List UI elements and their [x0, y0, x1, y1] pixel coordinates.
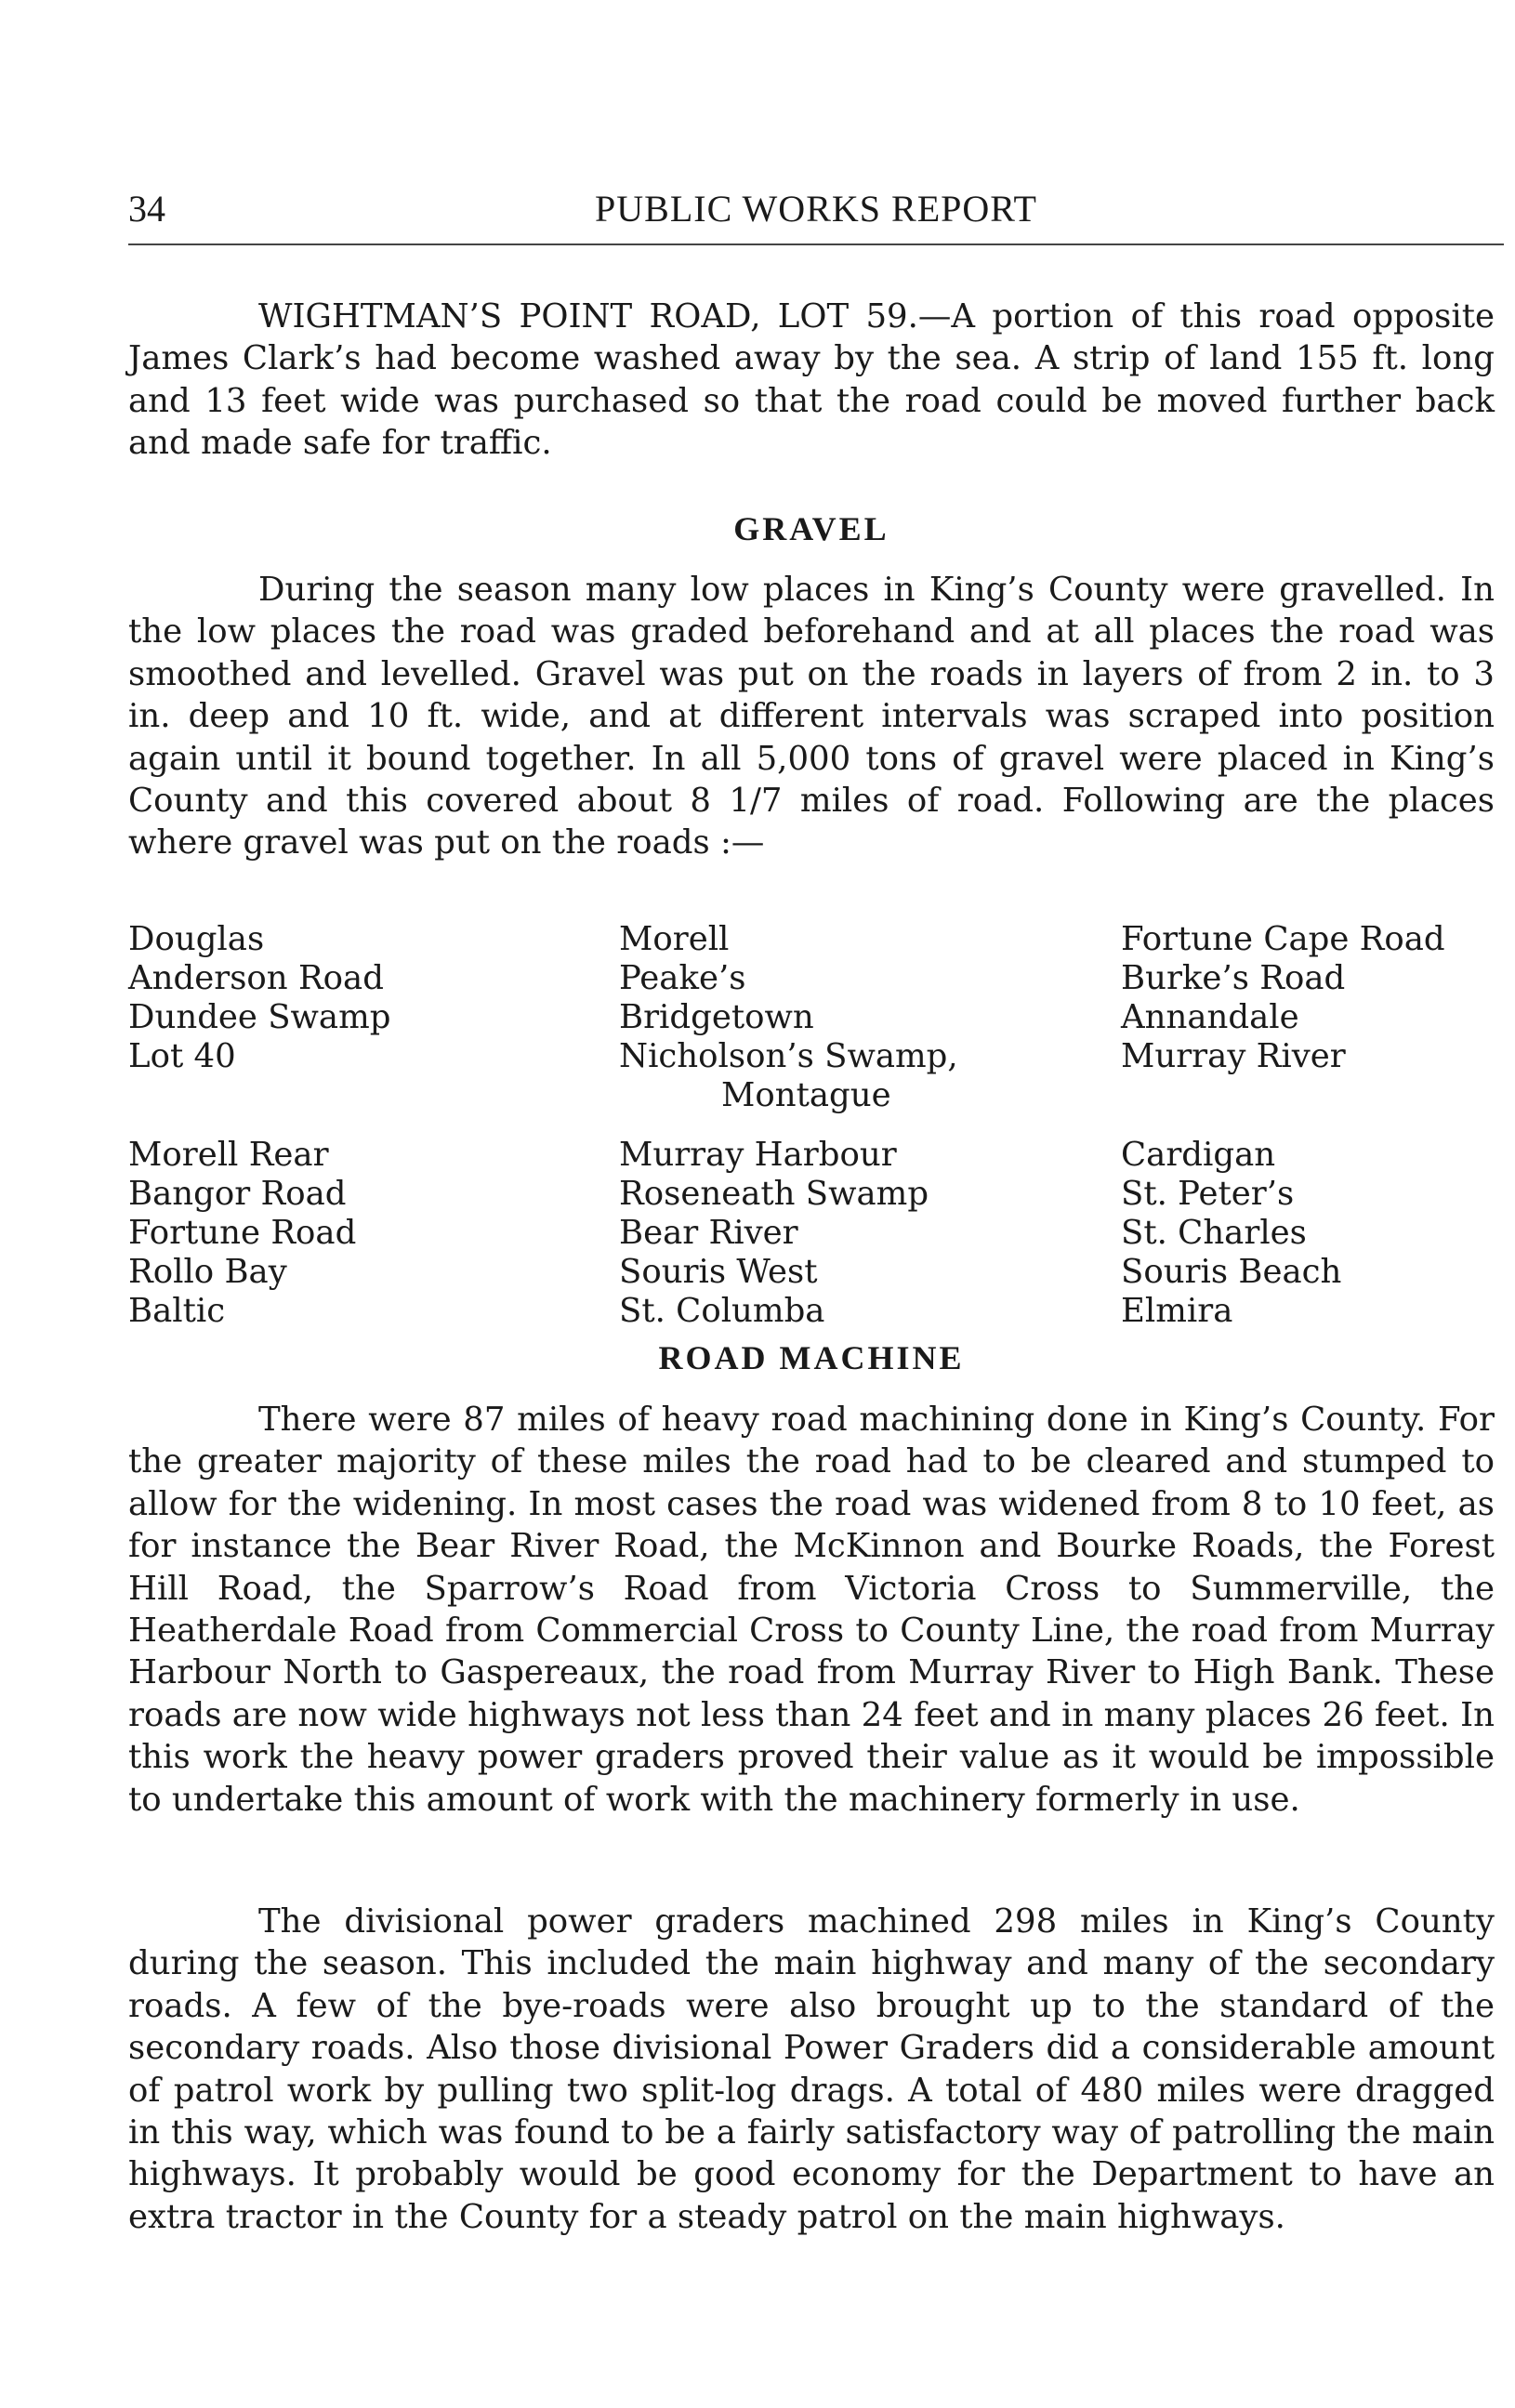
place-item: Rollo Bay: [128, 1253, 287, 1291]
places-column-3: [1121, 920, 1515, 1331]
place-item: Peake’s: [619, 959, 746, 997]
place-item: Bangor Road: [128, 1175, 347, 1213]
place-item: Cardigan: [1121, 1136, 1276, 1174]
place-item: Elmira: [1121, 1292, 1233, 1330]
gravel-paragraph: During the season many low places in King’s County were gravelled. In the low places the road was graded beforehand and at all places the road was smoothed and levelled. Gravel was put on the roads in layers of from 2 in. to 3 in. deep and 10 ft. wide, and at different intervals was scraped into position again until it bound together. In all 5,000 tons of gravel were placed in King’s County and this covered about 8 1/7 miles of road. Following are the places where gravel was put on the roads :—: [128, 571, 1495, 862]
place-item: Anderson Road: [128, 959, 384, 997]
place-item: Nicholson’s Swamp,: [619, 1037, 958, 1075]
road-machine-paragraph-1: There were 87 miles of heavy road machining done in King’s County. For the greater majority of these miles the road had to be cleared and stumped to allow for the widening. In most cases the road was widened from 8 to 10 feet, as for instance the Bear River Road, the McKinnon and Bourke Roads, the Forest Hill Road, the Sparrow’s Road from Victoria Cross to Summerville, the Heatherdale Road from Commercial Cross to County Line, the road from Murray Harbour North to Gaspereaux, the road from Murray River to High Bank. These roads are now wide highways not less than 24 feet and in many places 26 feet. In this work the heavy power graders proved their value as it would be impossible to undertake this amount of work with the machinery formerly in use.: [128, 1401, 1495, 1819]
places-column-2: [619, 920, 1102, 1331]
place-item: Roseneath Swamp: [619, 1175, 929, 1213]
gravel-places-list: [128, 920, 1504, 1330]
place-item: Burke’s Road: [1121, 959, 1346, 997]
place-item: Souris West: [619, 1253, 818, 1291]
place-item: St. Columba: [619, 1292, 825, 1330]
places-column-1: [128, 920, 612, 1331]
page-number: 34: [128, 188, 165, 230]
place-item: Fortune Road: [128, 1214, 357, 1252]
wightmans-point-paragraph: WIGHTMAN’S POINT ROAD, LOT 59.—A portion of this road opposite James Clark’s had become washed away by the sea. A strip of land 155 ft. long and 13 feet wide was purchased so that the road could be moved further back and made safe for traffic.: [128, 297, 1495, 463]
place-item: Montague: [721, 1076, 891, 1114]
place-item: Bridgetown: [619, 998, 814, 1036]
header-rule: [128, 243, 1504, 245]
place-item: Murray River: [1121, 1037, 1346, 1075]
place-item: Lot 40: [128, 1037, 236, 1075]
place-item: Murray Harbour: [619, 1136, 897, 1174]
gravel-heading: GRAVEL: [733, 510, 889, 547]
place-item: Baltic: [128, 1292, 226, 1330]
place-item: Morell: [619, 920, 730, 958]
place-item: St. Peter’s: [1121, 1175, 1295, 1213]
road-machine-paragraph-2: The divisional power graders machined 298 miles in King’s County during the season. This included the main highway and many of the secondary roads. A few of the bye-roads were also brought up to the standard of the secondary roads. Also those divisional Power Graders did a considerable amount of patrol work by pulling two split-log drags. A total of 480 miles were dragged in this way, which was found to be a fairly satisfactory way of patrolling the main highways. It probably would be good economy for the Department to have an extra tractor in the County for a steady patrol on the main highways.: [128, 1902, 1495, 2236]
place-item: Douglas: [128, 920, 265, 958]
running-title: PUBLIC WORKS REPORT: [595, 188, 1037, 230]
place-item: Dundee Swamp: [128, 998, 391, 1036]
page-header: [128, 186, 1504, 232]
place-item: Bear River: [619, 1214, 798, 1252]
place-item: Morell Rear: [128, 1136, 329, 1174]
road-machine-heading: ROAD MACHINE: [658, 1339, 965, 1376]
place-item: St. Charles: [1121, 1214, 1307, 1252]
place-item: Fortune Cape Road: [1121, 920, 1445, 958]
place-item: Annandale: [1121, 998, 1299, 1036]
place-item: Souris Beach: [1121, 1253, 1342, 1291]
